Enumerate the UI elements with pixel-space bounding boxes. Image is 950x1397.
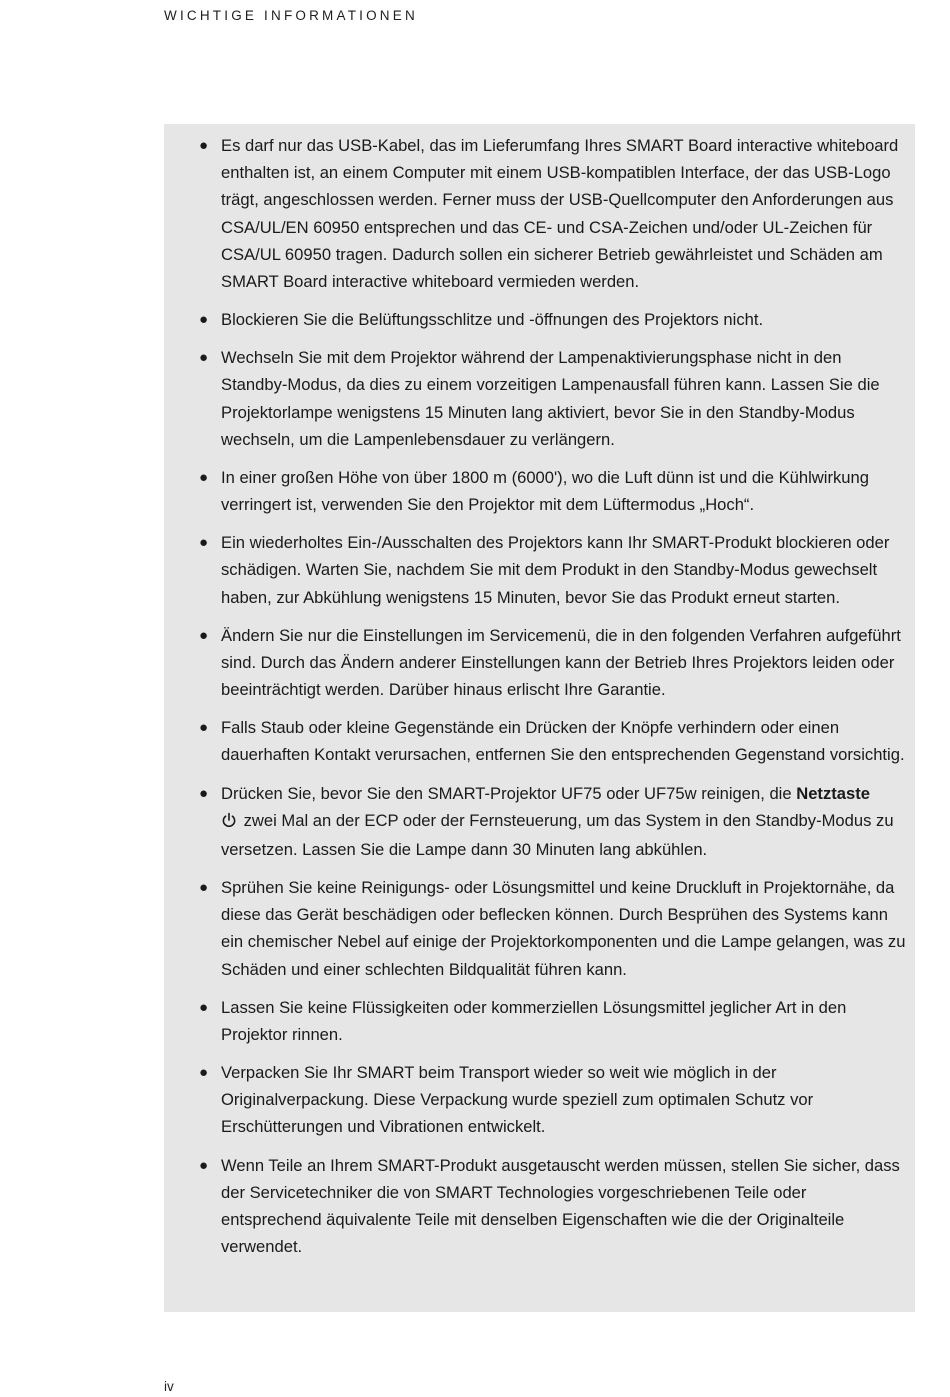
note-text: Wenn Teile an Ihrem SMART-Produkt ausgetauscht werden müssen, stellen Sie sicher, dass der Servicetechniker die von SMART Technologies vorgeschriebenen Teile oder entsprechend äquivalente Teile mit denselben Eigenschaften wie die der Originalteile verwendet. (221, 1155, 900, 1257)
running-header: WICHTIGE INFORMATIONEN (164, 8, 418, 23)
bullet-icon: ● (199, 998, 209, 1016)
bullet-icon: ● (199, 349, 209, 367)
note-text: In einer großen Höhe von über 1800 m (6000'), wo die Luft dünn ist und die Kühlwirkung verringert ist, verwenden Sie den Projektor mit dem Lüftermodus „Hoch“. (221, 467, 869, 515)
bullet-icon: ● (199, 1064, 209, 1081)
power-icon (221, 809, 237, 836)
bullet-icon: ● (199, 626, 209, 644)
important-notes-box (164, 124, 915, 1312)
note-item (164, 1152, 907, 1261)
bullet-icon: ● (199, 468, 209, 486)
note-text: Es darf nur das USB-Kabel, das im Lieferumfang Ihres SMART Board interactive whiteboard enthalten ist, an einem Computer mit einem USB-kompatiblen Interface, der das USB-Logo trägt, angeschlossen werden. Ferner muss der USB-Quellcomputer den Anforderungen aus CSA/UL/EN 60950 entsprechen und das CE- und CSA-Zeichen und/oder UL-Zeichen für CSA/UL 60950 tragen. Dadurch sollen ein sicherer Betrieb gewährleistet und Schäden am SMART Board interactive whiteboard vermieden werden. (221, 136, 899, 292)
note-text-after: zwei Mal an der ECP oder der Fernsteuerung, um das System in den Standby-Modus zu versetzen. Lassen Sie die Lampe dann 30 Minuten lang abkühlen. (221, 810, 894, 859)
note-item (164, 344, 907, 453)
note-text: Blockieren Sie die Belüftungsschlitze und -öffnungen des Projektors nicht. (221, 310, 764, 330)
bullet-icon: ● (199, 719, 209, 737)
bullet-icon: ● (199, 784, 209, 802)
note-item (164, 464, 907, 518)
notes-list (164, 132, 907, 1260)
bullet-icon: ● (199, 1156, 209, 1174)
note-text: Falls Staub oder kleine Gegenstände ein Drücken der Knöpfe verhindern oder einen dauerhaften Kontakt verursachen, entfernen Sie den entsprechenden Gegenstand vorsichtig. (221, 718, 905, 765)
bullet-icon: ● (199, 879, 209, 896)
note-text: Wechseln Sie mit dem Projektor während der Lampenaktivierungsphase nicht in den Standby-Modus, da dies zu einem vorzeitigen Lampenausfall führen kann. Lassen Sie die Projektorlampe wenigstens 15 Minuten lang aktiviert, bevor Sie in den Standby-Modus wechseln, um die Lampenlebensdauer zu verlängern. (221, 348, 880, 449)
bullet-icon: ● (199, 137, 209, 154)
bullet-icon: ● (199, 311, 209, 329)
note-item (164, 714, 907, 768)
power-key-label: Netztaste (796, 783, 870, 803)
note-item (164, 132, 907, 295)
note-item (164, 1059, 907, 1141)
note-text: Ein wiederholtes Ein-/Ausschalten des Projektors kann Ihr SMART-Produkt blockieren oder schädigen. Warten Sie, nachdem Sie mit dem Produkt in den Standby-Modus gewechselt haben, zur Abkühlung wenigstens 15 Minuten, bevor Sie das Produkt erneut starten. (221, 533, 890, 607)
note-item (164, 994, 907, 1048)
note-item (164, 622, 907, 704)
page-number: iv (164, 1379, 174, 1394)
note-text-before: Drücken Sie, bevor Sie den SMART-Projektor UF75 oder UF75w reinigen, die (221, 783, 797, 803)
note-item-power (164, 780, 907, 864)
bullet-icon: ● (199, 534, 209, 552)
note-text: Ändern Sie nur die Einstellungen im Servicemenü, die in den folgenden Verfahren aufgeführt sind. Durch das Ändern anderer Einstellungen kann der Betrieb Ihres Projektors leiden oder beeinträchtigt werden. Darüber hinaus erlischt Ihre Garantie. (221, 625, 901, 700)
note-item (164, 874, 907, 983)
note-text: Sprühen Sie keine Reinigungs- oder Lösungsmittel und keine Druckluft in Projektornähe, da diese das Gerät beschädigen oder beflecken können. Durch Besprühen des Systems kann ein chemischer Nebel auf einige der Projektorkomponenten und die Lampe gelangen, was zu Schäden und einer schlechten Bildqualität führen kann. (221, 878, 906, 979)
note-item (164, 529, 907, 611)
note-text: Verpacken Sie Ihr SMART beim Transport wieder so weit wie möglich in der Originalverpackung. Diese Verpackung wurde speziell zum optimalen Schutz vor Erschütterungen und Vibrationen entwickelt. (221, 1063, 814, 1137)
note-item (164, 306, 907, 333)
note-text: Lassen Sie keine Flüssigkeiten oder kommerziellen Lösungsmittel jeglicher Art in den Projektor rinnen. (221, 997, 847, 1044)
